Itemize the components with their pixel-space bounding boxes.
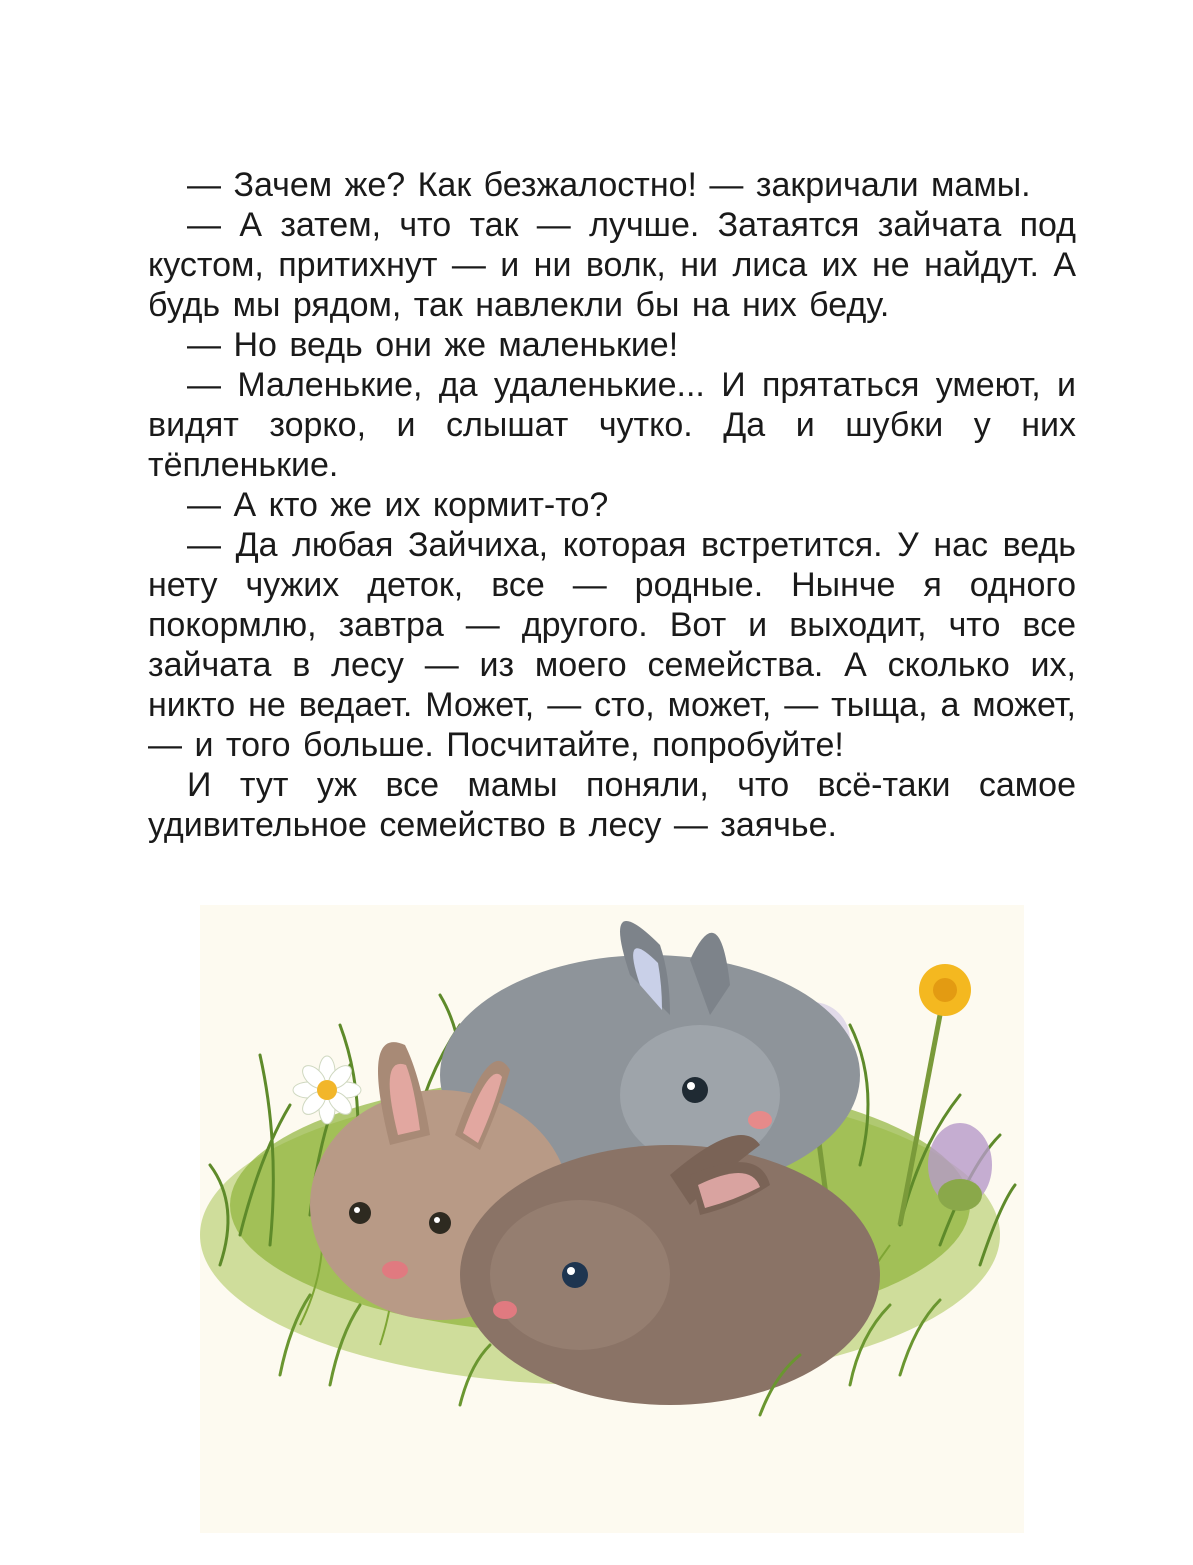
paragraph-1: — Зачем же? Как безжалостно! — закричали мамы. <box>187 166 1031 204</box>
paragraph-5: — А кто же их кормит-то? <box>187 486 609 524</box>
paragraph-6: — Да любая Зайчиха, которая встретится. У нас ведь нету чужих деток, все — родные. Нынче я одного покормлю, завтра — другого. Вот и выходит, что все зайчата в лесу — из моего семейства. А сколько их, никто не ведает. Может, — сто, может, — тыща, а может, — и того больше. Посчитайте, попробуйте! <box>148 526 1076 764</box>
paragraph-3: — Но ведь они же маленькие! <box>187 326 679 364</box>
paragraph-4: — Маленькие, да удаленькие... И прятаться умеют, и видят зорко, и слышат чутко. Да и шубки у них тёпленькие. <box>148 366 1076 484</box>
bunnies-illustration <box>200 905 1024 1533</box>
story-text <box>148 165 1076 845</box>
paragraph-7: И тут уж все мамы поняли, что всё-таки самое удивительное семейство в лесу — заячье. <box>148 766 1076 844</box>
paragraph-2: — А затем, что так — лучше. Затаятся зайчата под кустом, притихнут — и ни волк, ни лиса их не найдут. А будь мы рядом, так навлекли бы на них беду. <box>148 206 1076 324</box>
bunnies-illustration-art <box>200 905 1024 1533</box>
